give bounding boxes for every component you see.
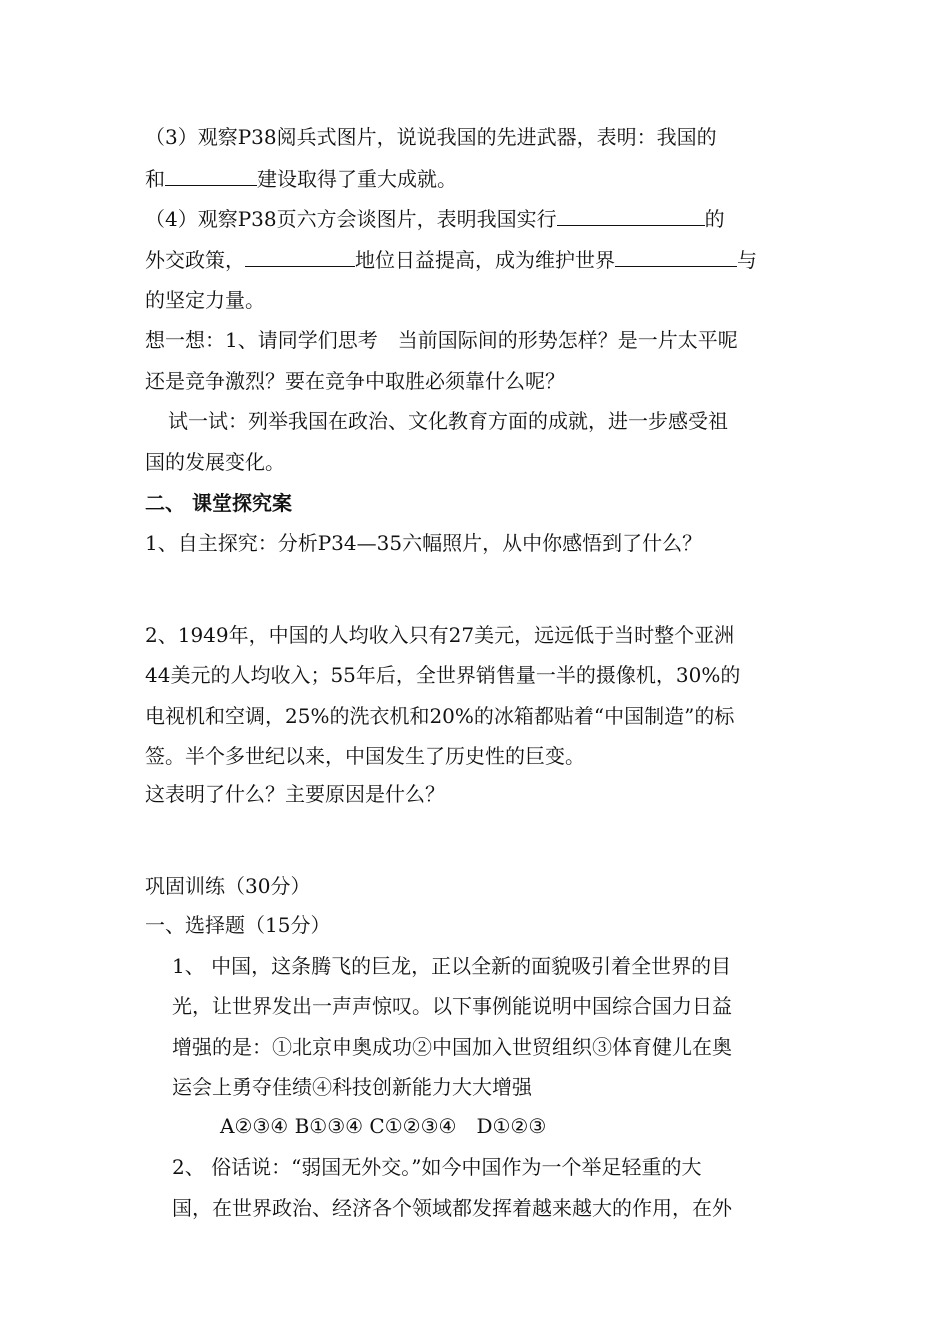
q1-line-2: 光，让世界发出一声声惊叹。以下事例能说明中国综合国力日益	[172, 994, 732, 1018]
q4-line-2-a: 外交政策，	[145, 248, 245, 272]
q3-line-2	[145, 163, 457, 194]
q3-blank-1[interactable]	[165, 163, 257, 186]
section2-item-2-line-1: 2、1949年，中国的人均收入只有27美元，远远低于当时整个亚洲	[145, 623, 735, 647]
q1-options: A②③④ B①③④ C①②③④ D①②③	[220, 1114, 547, 1138]
q3-line-2-start: 和	[145, 167, 165, 191]
q4-line-1-start: （4）观察P38页六方会谈图片，表明我国实行	[145, 207, 557, 231]
think-line-1: 想一想：1、请同学们思考 当前国际间的形势怎样？是一片太平呢	[145, 328, 738, 352]
try-line-1: 试一试：列举我国在政治、文化教育方面的成就，进一步感受祖	[168, 409, 728, 433]
q4-blank-2[interactable]	[245, 244, 355, 267]
try-line-2: 国的发展变化。	[145, 450, 285, 474]
q4-line-1-end: 的	[704, 207, 725, 231]
section2-item-1: 1、自主探究：分析P34—35六幅照片，从中你感悟到了什么？	[145, 531, 703, 555]
think-line-2: 还是竞争激烈？要在竞争中取胜必须靠什么呢？	[145, 369, 565, 393]
q4-blank-1[interactable]	[557, 203, 705, 226]
section2-heading: 二、 课堂探究案	[145, 491, 292, 515]
q3-line-2-end: 建设取得了重大成就。	[257, 167, 457, 191]
q1-line-3: 增强的是：①北京申奥成功②中国加入世贸组织③体育健儿在奥	[172, 1035, 732, 1059]
q2-line-1: 2、 俗话说：“弱国无外交。”如今中国作为一个举足轻重的大	[172, 1155, 702, 1179]
q3-line-1: （3）观察P38阅兵式图片，说说我国的先进武器，表明：我国的	[145, 125, 717, 149]
practice-title: 巩固训练（30分）	[145, 874, 311, 898]
q1-line-1: 1、 中国，这条腾飞的巨龙，正以全新的面貌吸引着全世界的目	[172, 954, 732, 978]
q4-line-2	[145, 244, 757, 275]
section2-item-2-line-4: 签。半个多世纪以来，中国发生了历史性的巨变。	[145, 744, 585, 768]
choice-title: 一、选择题（15分）	[145, 913, 331, 937]
q4-line-1	[145, 203, 725, 234]
q4-blank-3[interactable]	[615, 244, 737, 267]
q4-line-3: 的坚定力量。	[145, 288, 265, 312]
q4-line-2-c: 与	[737, 248, 757, 272]
q1-line-4: 运会上勇夺佳绩④科技创新能力大大增强	[172, 1075, 532, 1099]
section2-item-2-line-2: 44美元的人均收入；55年后，全世界销售量一半的摄像机，30%的	[145, 663, 741, 687]
q4-line-2-b: 地位日益提高，成为维护世界	[355, 248, 615, 272]
section2-item-2-question: 这表明了什么？主要原因是什么？	[145, 782, 445, 806]
section2-item-2-line-3: 电视机和空调，25%的洗衣机和20%的冰箱都贴着“中国制造”的标	[145, 704, 735, 728]
q2-line-2: 国，在世界政治、经济各个领域都发挥着越来越大的作用，在外	[172, 1196, 732, 1220]
